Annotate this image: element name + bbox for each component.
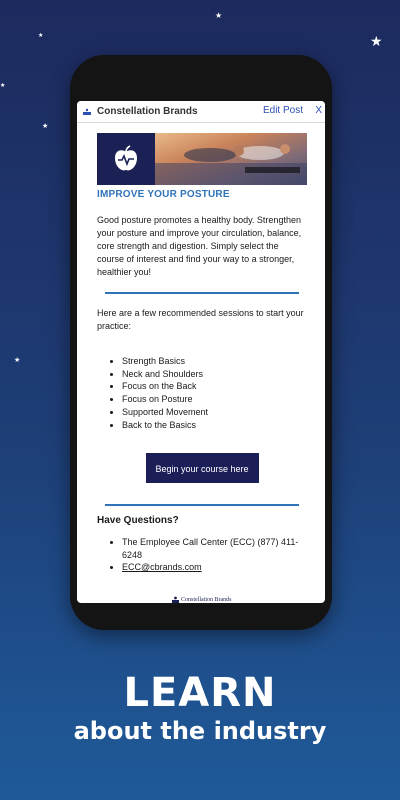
app-header [77,101,325,123]
edit-post-button[interactable]: Edit Post [262,105,303,116]
list-item: • Back to the Basics [122,419,307,432]
star-icon: ★ [0,82,6,89]
star-icon: ★ [38,32,44,39]
apple-heartbeat-icon [112,144,140,174]
app-title: Constellation Brands [97,106,198,117]
hero-banner [97,133,307,185]
promo-headline: LEARN [123,670,277,716]
questions-heading: Have Questions? [97,515,179,527]
list-item [122,561,307,574]
contact-list [97,536,307,574]
constellation-logo-icon [82,107,92,117]
footer-brand-text: Constellation Brands [181,597,232,603]
star-icon: ★ [42,122,49,130]
list-item: • Focus on the Back [122,380,307,393]
post-headline: IMPROVE YOUR POSTURE [97,189,230,200]
list-item: • Supported Movement [122,406,307,419]
star-icon: ★ [14,356,21,364]
footer-logo [172,596,232,603]
list-item [122,536,307,561]
list-item: • Strength Basics [122,355,307,368]
sessions-list [97,355,307,431]
star-icon: ★ [215,11,223,20]
list-item: • Focus on Posture [122,393,307,406]
list-item: • Neck and Shoulders [122,368,307,381]
post-intro: Good posture promotes a healthy body. Strengthen your posture and improve your circulation, balance, core strength and digestion. Simply select the course of interest and find your way to a stronger, healthier you! [97,215,302,277]
begin-course-button[interactable]: Begin your course here [146,453,259,483]
hero-photo [155,133,307,185]
call-center-text: The Employee Call Center (ECC) (877) 411-6248 [122,537,299,560]
post-content [97,133,307,574]
constellation-logo-icon [172,596,179,603]
section-divider [105,292,299,294]
email-link[interactable]: ECC@cbrands.com [122,562,202,573]
close-button[interactable]: X [315,105,322,116]
phone-screen [77,101,325,603]
promo-subline: about the industry [73,717,327,745]
section-divider [105,504,299,506]
phone-frame [70,55,332,630]
star-icon: ★ [370,34,383,50]
hero-icon-panel [97,133,155,185]
sessions-intro: Here are a few recommended sessions to start your practice: [97,308,304,331]
